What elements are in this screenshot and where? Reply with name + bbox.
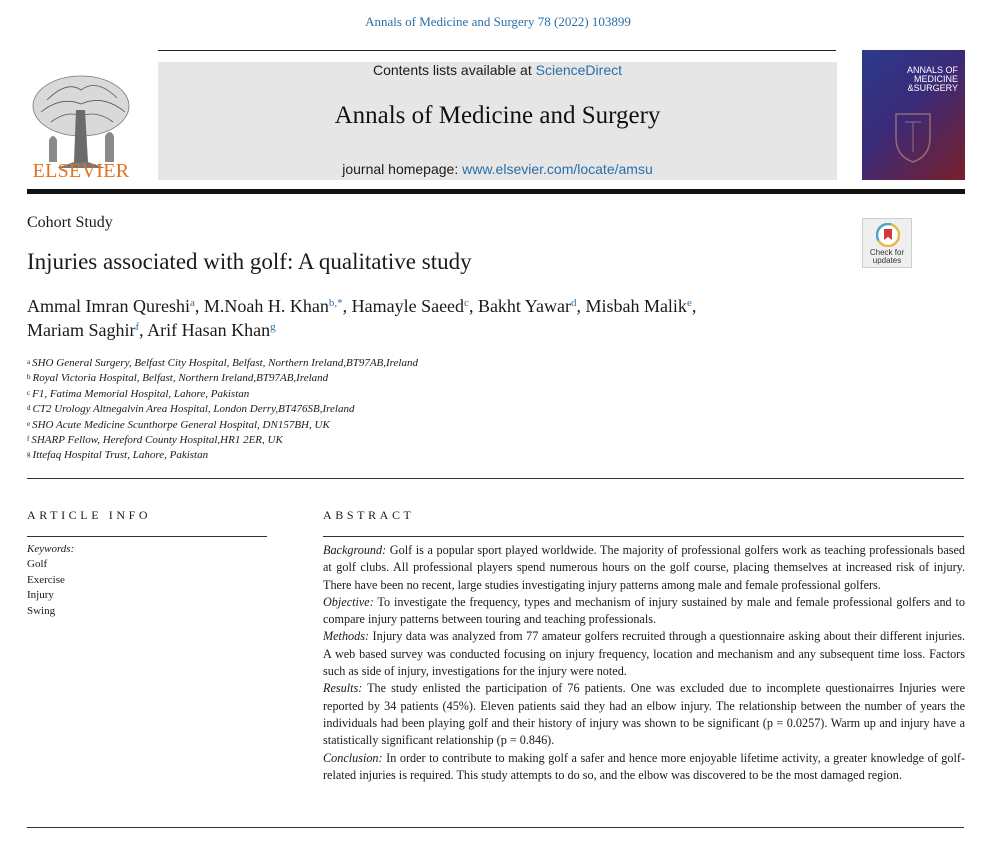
author-name: Mariam Saghir (27, 320, 136, 340)
affiliation-item (27, 356, 727, 371)
affiliation-text: CT2 Urology Altnegalvin Area Hospital, London Derry,BT476SB,Ireland (32, 403, 355, 416)
abstract-section-text: In order to contribute to making golf a safer and hence more enjoyable lifetime activity, a greater knowledge of golf-related injuries is required. This study attempts to do so, and the elbow was discovered to be the most damaged region. (323, 750, 965, 782)
journal-cover-thumbnail[interactable] (862, 50, 965, 180)
cover-title-line-3: &SURGERY (907, 83, 958, 93)
article-info-heading: ARTICLE INFO (27, 508, 152, 522)
keywords-label: Keywords: (27, 543, 75, 555)
author-affil-ref[interactable]: b,* (328, 297, 343, 309)
section-divider (27, 478, 964, 479)
author-separator: , (194, 296, 204, 316)
affiliation-text: Royal Victoria Hospital, Belfast, Northern Ireland,BT97AB,Ireland (32, 372, 329, 385)
affiliation-item (27, 371, 727, 386)
affiliation-text: SHO Acute Medicine Scunthorpe General Hospital, DN157BH, UK (32, 418, 330, 431)
homepage-link[interactable]: www.elsevier.com/locate/amsu (462, 161, 653, 177)
affiliation-item (27, 418, 727, 433)
contents-prefix: Contents lists available at (372, 62, 536, 78)
affiliation-list (27, 356, 727, 464)
author-5[interactable] (585, 296, 691, 316)
article-info-divider (27, 536, 267, 537)
journal-title: Annals of Medicine and Surgery (334, 102, 661, 129)
affiliation-text: F1, Fatima Memorial Hospital, Lahore, Pakistan (32, 387, 250, 400)
author-2[interactable] (204, 296, 343, 316)
keywords-block (27, 542, 74, 619)
author-separator: , (342, 296, 352, 316)
author-separator: , (139, 320, 148, 340)
affiliation-marker: g (27, 450, 31, 459)
author-affil-ref[interactable]: g (270, 321, 276, 333)
author-name: Bakht Yawar (477, 296, 571, 316)
abstract-section-text: Golf is a popular sport played worldwide. The majority of professional golfers work as teaching professionals based at golf clubs. All professional players spend numerous hours on the golf course, placing themselves at increased risk of injury. There have been no recent, large studies investigating injury patterns among male and female professional golfers. (323, 543, 965, 592)
keyword-item: Golf (27, 558, 48, 571)
affiliation-marker: c (27, 388, 31, 397)
affiliation-marker: d (27, 404, 31, 413)
affiliation-item (27, 433, 727, 448)
affiliation-marker: e (27, 419, 31, 428)
abstract-section-label: Objective: (323, 594, 374, 609)
author-list (27, 294, 927, 342)
affiliation-marker: a (27, 358, 31, 366)
author-1[interactable] (27, 296, 195, 316)
abstract-section-text: Injury data was analyzed from 77 amateur golfers recruited through a questionnaire asking about their different injuries. A web based survey was conducted focusing on injury frequency, location and mechanism and any subsequent time loss. Factors such as side of injury, investigations for the injury were noted. (323, 629, 965, 679)
abstract-results (323, 680, 965, 749)
affiliation-item (27, 387, 727, 402)
elsevier-wordmark[interactable]: ELSEVIER (32, 160, 130, 182)
article-title: Injuries associated with golf: A qualitative study (27, 249, 472, 274)
sciencedirect-link[interactable]: ScienceDirect (535, 62, 622, 78)
author-name: Ammal Imran Qureshi (27, 296, 190, 316)
author-7[interactable] (147, 320, 275, 340)
abstract-section-label: Background: (323, 543, 387, 557)
author-affil-ref[interactable]: f (135, 321, 140, 333)
check-updates-label (863, 249, 911, 265)
author-name: Hamayle Saeed (351, 296, 465, 316)
cover-title-line-2: MEDICINE (913, 74, 958, 84)
abstract-objective (323, 594, 965, 629)
author-name: M.Noah H. Khan (203, 296, 329, 316)
author-affil-ref[interactable]: a (189, 297, 195, 309)
journal-reference-link[interactable]: Annals of Medicine and Surgery 78 (2022) 103899 (365, 14, 631, 29)
keyword-item: Swing (27, 604, 56, 617)
abstract-heading: ABSTRACT (323, 508, 415, 522)
cover-title (907, 66, 958, 93)
bottom-divider (27, 827, 964, 828)
author-affil-ref[interactable]: e (686, 297, 692, 309)
homepage-prefix: journal homepage: (342, 161, 463, 177)
check-updates-line-2: updates (872, 256, 902, 265)
keyword-item: Exercise (27, 573, 65, 586)
abstract-methods (323, 628, 965, 680)
check-for-updates-button[interactable] (862, 218, 912, 268)
affiliation-text: Ittefaq Hospital Trust, Lahore, Pakistan (32, 449, 209, 462)
author-6[interactable] (27, 320, 139, 340)
affiliation-item (27, 402, 727, 417)
abstract-section-label: Conclusion: (323, 750, 383, 765)
cover-title-line-1: ANNALS OF (906, 65, 958, 75)
author-name: Arif Hasan Khan (147, 320, 271, 340)
keyword-item: Injury (27, 589, 54, 602)
header-divider (27, 189, 965, 194)
author-separator: , (691, 296, 697, 316)
cover-crest-icon (890, 108, 936, 166)
affiliation-marker: b (27, 373, 31, 382)
author-name: Misbah Malik (585, 296, 687, 316)
abstract-divider (323, 536, 964, 537)
abstract-section-label: Methods: (323, 629, 370, 644)
abstract-section-text: To investigate the frequency, types and mechanism of injury sustained by male and female professional golfers and to compare injury patterns between touring and teaching professionals. (323, 594, 965, 627)
check-updates-line-1: Check for (869, 248, 905, 257)
author-affil-ref[interactable]: d (570, 297, 577, 309)
abstract-body (323, 542, 965, 784)
check-updates-icon (876, 223, 900, 247)
author-separator: , (468, 296, 478, 316)
author-4[interactable] (478, 296, 577, 316)
abstract-section-label: Results: (323, 681, 363, 696)
affiliation-text: SHO General Surgery, Belfast City Hospital, Belfast, Northern Ireland,BT97AB,Ireland (32, 357, 418, 369)
affiliation-item (27, 448, 727, 463)
abstract-conclusion (323, 750, 965, 785)
author-affil-ref[interactable]: c (464, 297, 469, 309)
journal-banner (158, 62, 837, 180)
affiliation-text: SHARP Fellow, Hereford County Hospital,HR1 2ER, UK (31, 434, 283, 447)
abstract-background (323, 542, 965, 594)
top-divider (158, 50, 836, 51)
author-separator: , (576, 296, 586, 316)
homepage-line (158, 161, 837, 177)
author-3[interactable] (352, 296, 469, 316)
article-type: Cohort Study (27, 214, 113, 231)
affiliation-marker: f (27, 435, 30, 444)
contents-line (158, 62, 837, 78)
abstract-section-text: The study enlisted the participation of 76 patients. One was excluded due to incomplete questionairres Injuries were reported by 34 patients (45%). Eleven patients said they had an elbow injury. The relationship between the number of years the individuals had been playing golf and their history of injury was shown to be significant (p = 0.0257). Warm up and injury have a statistically significant relationship (p = 0.846). (323, 681, 965, 748)
